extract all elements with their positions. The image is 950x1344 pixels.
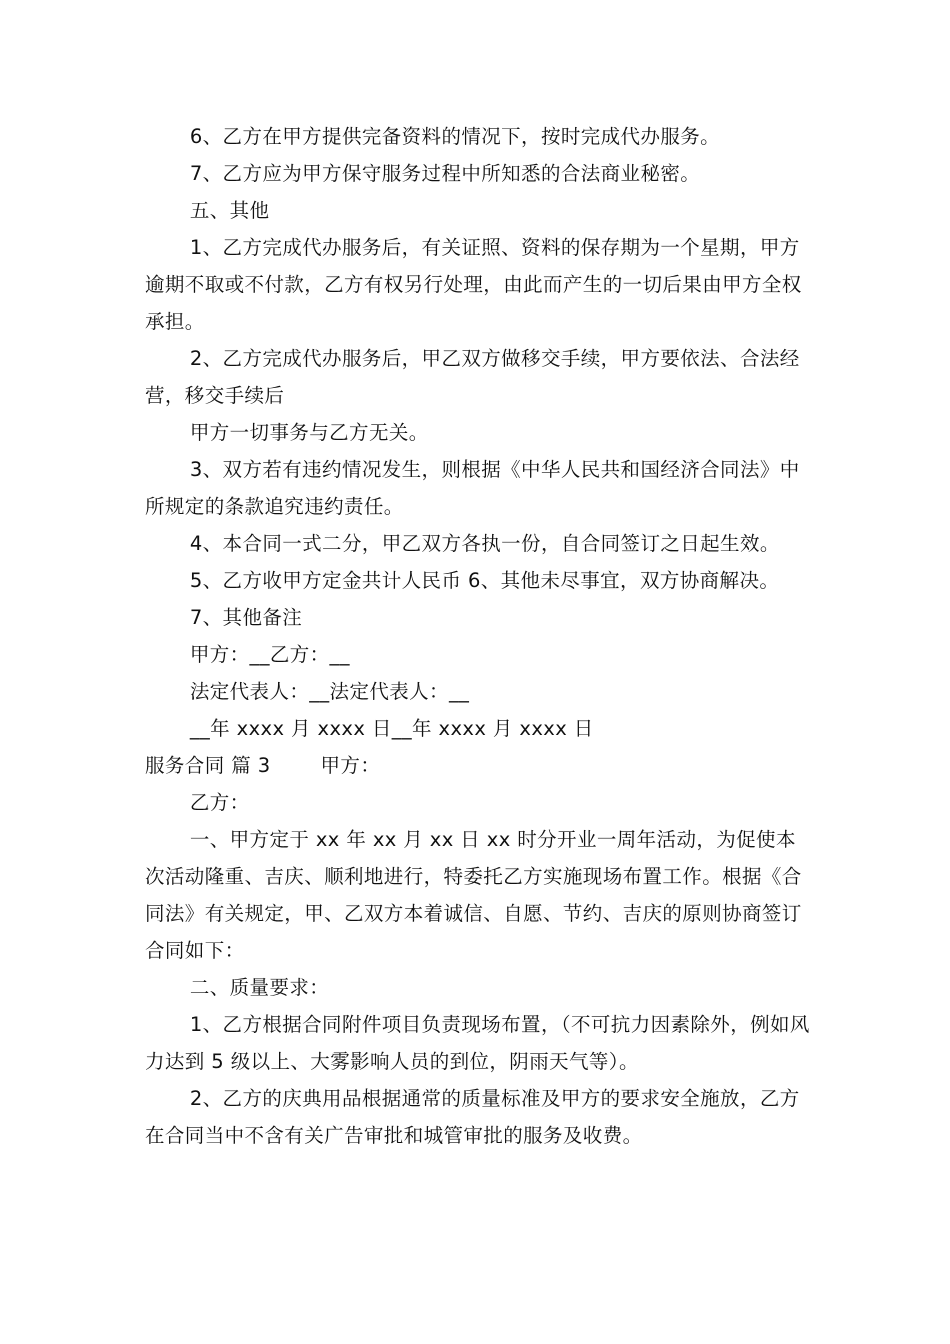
document-body xyxy=(145,118,810,1154)
paragraph: 1、乙方根据合同附件项目负责现场布置，（不可抗力因素除外，例如风力达到 5 级以上、大雾影响人员的到位，阴雨天气等）。 xyxy=(145,1013,810,1073)
party-b-label: 乙方： xyxy=(189,791,250,814)
paragraph: 7、乙方应为甲方保守服务过程中所知悉的合法商业秘密。 xyxy=(189,162,701,185)
paragraph: 2、乙方的庆典用品根据通常的质量标准及甲方的要求安全施放，乙方在合同当中不含有关广告审批和城管审批的服务及收费。 xyxy=(145,1087,800,1147)
contract-title: 服务合同 篇 3 xyxy=(145,754,271,777)
section-heading-other: 五、其他 xyxy=(189,199,270,222)
paragraph: 5、乙方收甲方定金共计人民币 6、其他未尽事宜，双方协商解决。 xyxy=(189,569,780,592)
paragraph: 4、本合同一式二分，甲乙双方各执一份，自合同签订之日起生效。 xyxy=(189,532,780,555)
signature-parties: 甲方：__乙方：__ xyxy=(189,643,350,666)
signature-representatives: 法定代表人：__法定代表人：__ xyxy=(189,680,470,703)
paragraph: 3、双方若有违约情况发生，则根据《中华人民共和国经济合同法》中所规定的条款追究违约责任。 xyxy=(145,458,800,518)
contract-section-heading xyxy=(145,747,810,784)
paragraph: 一、甲方定于 xx 年 xx 月 xx 日 xx 时分开业一周年活动，为促使本次活动隆重、吉庆、顺利地进行，特委托乙方实施现场布置工作。根据《合同法》有关规定，甲、乙双方本着诚信、自愿、节约、吉庆的原则协商签订合同如下： xyxy=(145,828,802,962)
paragraph: 1、乙方完成代办服务后，有关证照、资料的保存期为一个星期，甲方逾期不取或不付款，乙方有权另行处理，由此而产生的一切后果由甲方全权承担。 xyxy=(145,236,802,333)
signature-dates: __年 xxxx 月 xxxx 日__年 xxxx 月 xxxx 日 xyxy=(189,717,594,740)
paragraph: 2、乙方完成代办服务后，甲乙双方做移交手续，甲方要依法、合法经营，移交手续后 xyxy=(145,347,800,407)
paragraph: 甲方一切事务与乙方无关。 xyxy=(189,421,429,444)
paragraph: 7、其他备注 xyxy=(189,606,303,629)
party-a-label: 甲方： xyxy=(320,754,381,777)
section-heading-quality: 二、质量要求： xyxy=(189,976,330,999)
paragraph: 6、乙方在甲方提供完备资料的情况下，按时完成代办服务。 xyxy=(189,125,721,148)
